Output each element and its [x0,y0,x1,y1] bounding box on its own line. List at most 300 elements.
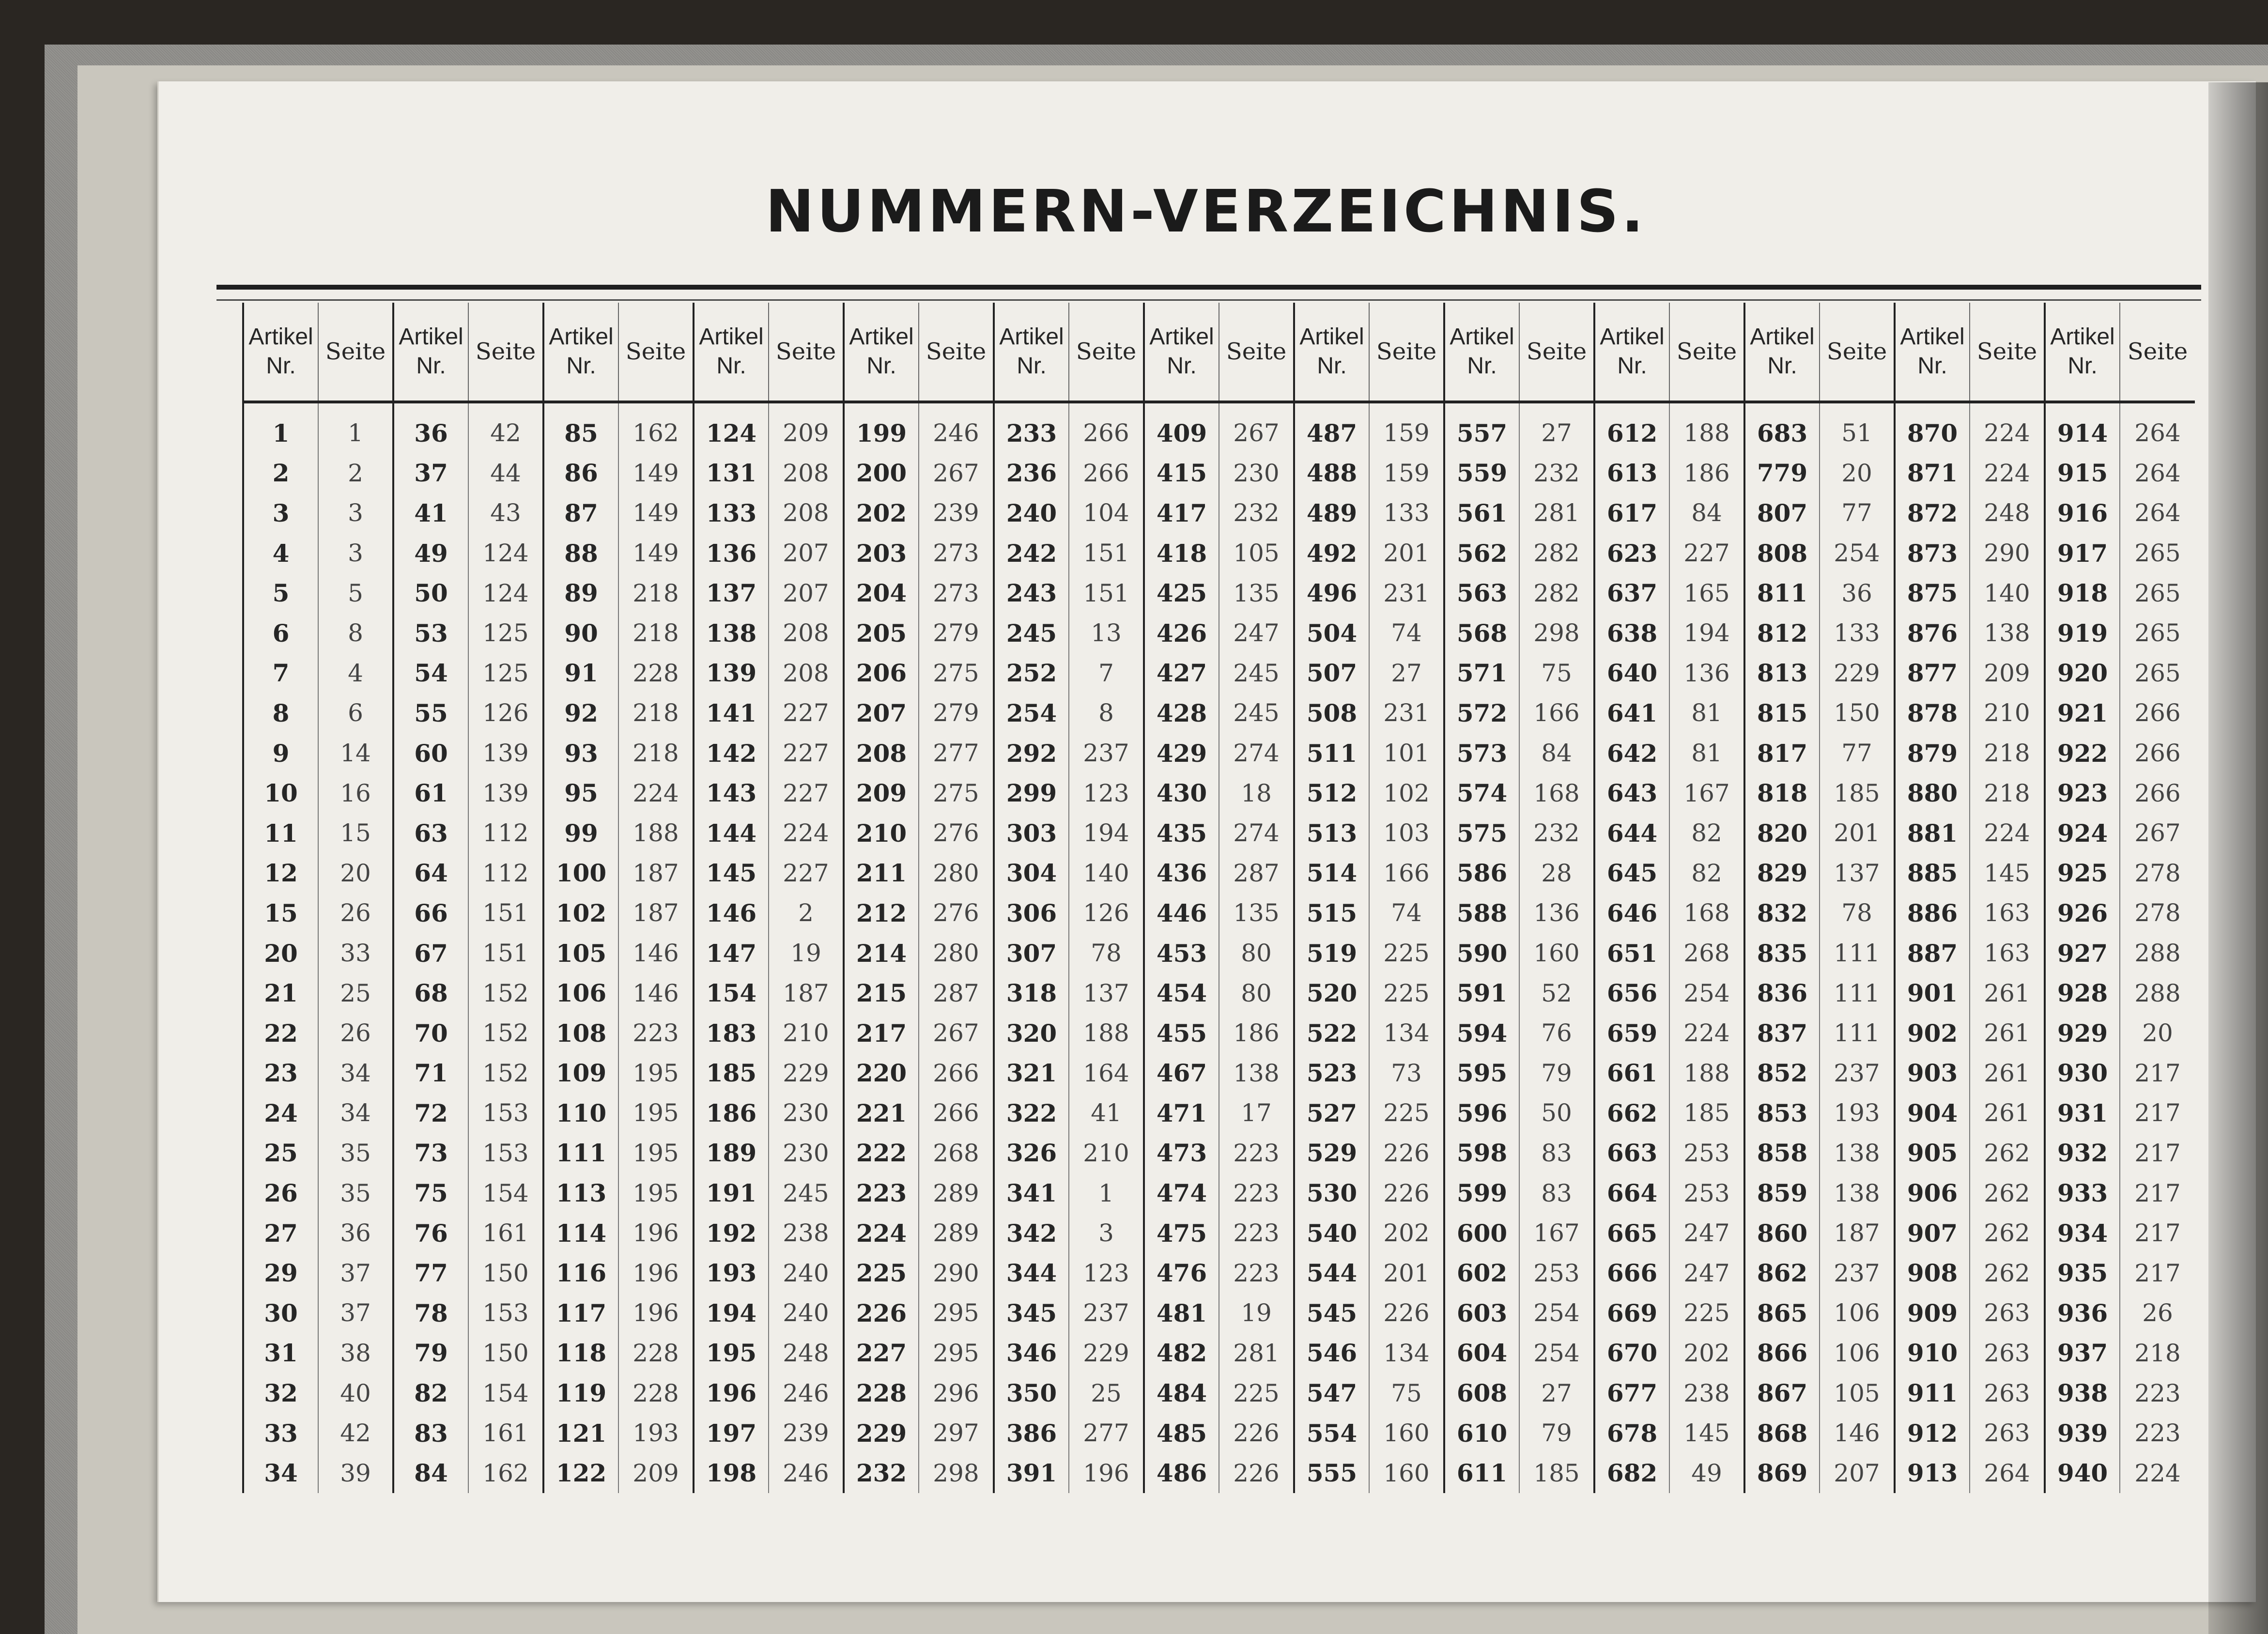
artikel-number-cell: 875 [1895,573,1970,613]
page-number-cell: 111 [1820,1013,1895,1053]
page-number-cell: 228 [618,1333,694,1373]
page-number-cell: 273 [919,573,994,613]
page-number-cell: 226 [1369,1293,1444,1333]
artikel-number-cell: 4 [243,533,318,573]
header-artikel-nr [844,303,919,402]
artikel-number-cell: 122 [543,1453,618,1493]
artikel-number-cell: 15 [243,893,318,933]
page-number-cell: 75 [1519,653,1594,694]
page-number-cell: 296 [919,1373,994,1413]
page-number-cell: 207 [769,533,844,573]
artikel-number-cell: 54 [393,653,468,694]
page-number-cell: 34 [318,1053,393,1094]
page-number-cell: 279 [919,613,994,653]
page-number-cell: 160 [1369,1453,1444,1493]
title-rule [216,285,2201,290]
page-number-cell: 80 [1219,933,1294,973]
artikel-number-cell: 530 [1294,1173,1369,1213]
artikel-number-cell: 869 [1744,1453,1820,1493]
page-number-cell: 193 [1820,1093,1895,1133]
page-number-cell: 238 [769,1213,844,1253]
artikel-number-cell: 346 [994,1333,1069,1373]
artikel-number-cell: 11 [243,813,318,853]
artikel-number-cell: 304 [994,853,1069,894]
artikel-number-cell: 918 [2045,573,2120,613]
artikel-number-cell: 214 [844,933,919,973]
artikel-number-cell: 87 [543,493,618,533]
artikel-number-cell: 523 [1294,1053,1369,1094]
page-number-cell: 276 [919,893,994,933]
page-number-cell: 226 [1219,1413,1294,1453]
artikel-number-cell: 467 [1144,1053,1219,1094]
artikel-number-cell: 921 [2045,693,2120,733]
table-row [243,653,2195,694]
page-number-cell: 83 [1519,1173,1594,1213]
artikel-number-cell: 837 [1744,1013,1820,1053]
artikel-number-cell: 817 [1744,733,1820,773]
header-artikel-nr [2045,303,2120,402]
artikel-number-cell: 105 [543,933,618,973]
artikel-number-cell: 862 [1744,1253,1820,1293]
index-table [242,303,2195,1493]
page-number-cell: 297 [919,1413,994,1453]
page-number-cell: 275 [919,773,994,813]
artikel-number-cell: 492 [1294,533,1369,573]
artikel-number-cell: 212 [844,893,919,933]
header-artikel-label: Artikel [849,324,914,350]
artikel-number-cell: 109 [543,1053,618,1094]
artikel-number-cell: 139 [694,653,769,694]
artikel-number-cell: 568 [1444,613,1519,653]
page-number-cell: 217 [2120,1093,2195,1133]
artikel-number-cell: 245 [994,613,1069,653]
artikel-number-cell: 71 [393,1053,468,1094]
page-number-cell: 111 [1820,973,1895,1013]
page-number-cell: 8 [318,613,393,653]
artikel-number-cell: 540 [1294,1213,1369,1253]
artikel-number-cell: 31 [243,1333,318,1373]
page-number-cell: 266 [1069,402,1144,453]
page-number-cell: 238 [1669,1373,1744,1413]
page-number-cell: 279 [919,693,994,733]
artikel-number-cell: 322 [994,1093,1069,1133]
artikel-number-cell: 32 [243,1373,318,1413]
page-number-cell: 298 [1519,613,1594,653]
page-number-cell: 263 [1970,1413,2045,1453]
artikel-number-cell: 318 [994,973,1069,1013]
artikel-number-cell: 99 [543,813,618,853]
header-nr-label: Nr. [266,353,296,379]
page-number-cell: 202 [1669,1333,1744,1373]
artikel-number-cell: 666 [1594,1253,1669,1293]
page-number-cell: 79 [1519,1053,1594,1094]
page-number-cell: 79 [1519,1413,1594,1453]
page-number-cell: 135 [1219,573,1294,613]
artikel-number-cell: 53 [393,613,468,653]
page-number-cell: 159 [1369,402,1444,453]
page-number-cell: 202 [1369,1213,1444,1253]
page-number-cell: 224 [1970,813,2045,853]
page-number-cell: 245 [1219,693,1294,733]
artikel-number-cell: 608 [1444,1373,1519,1413]
page-number-cell: 187 [769,973,844,1013]
artikel-number-cell: 868 [1744,1413,1820,1453]
page-number-cell: 139 [468,733,543,773]
header-seite: Seite [919,303,994,402]
artikel-number-cell: 78 [393,1293,468,1333]
page-number-cell: 26 [318,1013,393,1053]
table-row [243,1093,2195,1133]
page-number-cell: 226 [1369,1133,1444,1173]
page-number-cell: 232 [1519,453,1594,493]
page-number-cell: 209 [1970,653,2045,694]
artikel-number-cell: 254 [994,693,1069,733]
artikel-number-cell: 206 [844,653,919,694]
artikel-number-cell: 473 [1144,1133,1219,1173]
header-artikel-label: Artikel [1750,324,1815,350]
artikel-number-cell: 916 [2045,493,2120,533]
header-artikel-label: Artikel [699,324,764,350]
table-body [243,402,2195,1493]
header-artikel-label: Artikel [999,324,1064,350]
page-number-cell: 247 [1669,1253,1744,1293]
artikel-number-cell: 513 [1294,813,1369,853]
page-number-cell: 125 [468,613,543,653]
page-number-cell: 248 [1970,493,2045,533]
artikel-number-cell: 547 [1294,1373,1369,1413]
artikel-number-cell: 307 [994,933,1069,973]
page-number-cell: 105 [1820,1373,1895,1413]
page-number-cell: 246 [769,1453,844,1493]
page-number-cell: 280 [919,853,994,894]
page-number-cell: 274 [1219,813,1294,853]
page-number-cell: 210 [1970,693,2045,733]
artikel-number-cell: 7 [243,653,318,694]
page-number-cell: 106 [1820,1333,1895,1373]
page-number-cell: 207 [1820,1453,1895,1493]
page-number-cell: 226 [1219,1453,1294,1493]
artikel-number-cell: 484 [1144,1373,1219,1413]
page-number-cell: 237 [1820,1053,1895,1094]
artikel-number-cell: 141 [694,693,769,733]
artikel-number-cell: 121 [543,1413,618,1453]
artikel-number-cell: 586 [1444,853,1519,894]
page-number-cell: 268 [1669,933,1744,973]
page-number-cell: 6 [318,693,393,733]
artikel-number-cell: 143 [694,773,769,813]
artikel-number-cell: 232 [844,1453,919,1493]
page-number-cell: 229 [769,1053,844,1094]
artikel-number-cell: 417 [1144,493,1219,533]
artikel-number-cell: 100 [543,853,618,894]
page-number-cell: 228 [618,1373,694,1413]
book-spine-shadow [2208,82,2268,1634]
artikel-number-cell: 858 [1744,1133,1820,1173]
page-number-cell: 230 [1219,453,1294,493]
artikel-number-cell: 496 [1294,573,1369,613]
page-number-cell: 264 [2120,493,2195,533]
artikel-number-cell: 644 [1594,813,1669,853]
artikel-number-cell: 926 [2045,893,2120,933]
artikel-number-cell: 886 [1895,893,1970,933]
artikel-number-cell: 243 [994,573,1069,613]
page-number-cell: 188 [618,813,694,853]
page-number-cell: 136 [1519,893,1594,933]
page-number-cell: 254 [1519,1293,1594,1333]
table-row [243,613,2195,653]
table-row [243,853,2195,894]
page-number-cell: 207 [769,573,844,613]
page-number-cell: 282 [1519,533,1594,573]
header-seite: Seite [1369,303,1444,402]
page-number-cell: 163 [1970,933,2045,973]
page-number-cell: 186 [1219,1013,1294,1053]
artikel-number-cell: 66 [393,893,468,933]
artikel-number-cell: 113 [543,1173,618,1213]
page-number-cell: 218 [1970,733,2045,773]
page-number-cell: 281 [1519,493,1594,533]
page-number-cell: 133 [1820,613,1895,653]
artikel-number-cell: 682 [1594,1453,1669,1493]
header-nr-label: Nr. [1167,353,1197,379]
page-number-cell: 124 [468,573,543,613]
page-number-cell: 112 [468,853,543,894]
page-number-cell: 224 [1970,402,2045,453]
artikel-number-cell: 75 [393,1173,468,1213]
artikel-number-cell: 145 [694,853,769,894]
artikel-number-cell: 22 [243,1013,318,1053]
artikel-number-cell: 906 [1895,1173,1970,1213]
page-number-cell: 42 [468,402,543,453]
artikel-number-cell: 63 [393,813,468,853]
page-number-cell: 232 [1519,813,1594,853]
page-number-cell: 195 [618,1053,694,1094]
artikel-number-cell: 656 [1594,973,1669,1013]
page-number-cell: 201 [1820,813,1895,853]
page-number-cell: 196 [618,1293,694,1333]
artikel-number-cell: 610 [1444,1413,1519,1453]
page-number-cell: 278 [2120,853,2195,894]
page-number-cell: 239 [919,493,994,533]
artikel-number-cell: 923 [2045,773,2120,813]
artikel-number-cell: 133 [694,493,769,533]
artikel-number-cell: 211 [844,853,919,894]
page-number-cell: 282 [1519,573,1594,613]
artikel-number-cell: 562 [1444,533,1519,573]
table-row [243,1293,2195,1333]
page-number-cell: 261 [1970,1013,2045,1053]
artikel-number-cell: 30 [243,1293,318,1333]
page-number-cell: 81 [1669,733,1744,773]
artikel-number-cell: 102 [543,893,618,933]
artikel-number-cell: 911 [1895,1373,1970,1413]
page-number-cell: 146 [618,933,694,973]
page-number-cell: 82 [1669,813,1744,853]
artikel-number-cell: 222 [844,1133,919,1173]
artikel-number-cell: 138 [694,613,769,653]
page-number-cell: 226 [1369,1173,1444,1213]
header-artikel-label: Artikel [549,324,614,350]
artikel-number-cell: 111 [543,1133,618,1173]
page-number-cell: 227 [769,853,844,894]
table-row [243,1453,2195,1493]
artikel-number-cell: 514 [1294,853,1369,894]
page-number-cell: 231 [1369,573,1444,613]
artikel-number-cell: 902 [1895,1013,1970,1053]
artikel-number-cell: 194 [694,1293,769,1333]
artikel-number-cell: 641 [1594,693,1669,733]
page-number-cell: 229 [1820,653,1895,694]
artikel-number-cell: 613 [1594,453,1669,493]
artikel-number-cell: 931 [2045,1093,2120,1133]
artikel-number-cell: 386 [994,1413,1069,1453]
artikel-number-cell: 208 [844,733,919,773]
artikel-number-cell: 193 [694,1253,769,1293]
artikel-number-cell: 198 [694,1453,769,1493]
artikel-number-cell: 914 [2045,402,2120,453]
page-number-cell: 154 [468,1373,543,1413]
header-seite: Seite [1970,303,2045,402]
page-number-cell: 1 [1069,1173,1144,1213]
page-number-cell: 164 [1069,1053,1144,1094]
artikel-number-cell: 147 [694,933,769,973]
artikel-number-cell: 643 [1594,773,1669,813]
page-number-cell: 77 [1820,733,1895,773]
header-nr-label: Nr. [866,353,896,379]
page-number-cell: 231 [1369,693,1444,733]
artikel-number-cell: 70 [393,1013,468,1053]
page-number-cell: 225 [1219,1373,1294,1413]
artikel-number-cell: 815 [1744,693,1820,733]
artikel-number-cell: 574 [1444,773,1519,813]
page-number-cell: 16 [318,773,393,813]
artikel-number-cell: 26 [243,1173,318,1213]
page-number-cell: 266 [919,1053,994,1094]
artikel-number-cell: 933 [2045,1173,2120,1213]
page-number-cell: 27 [1519,1373,1594,1413]
artikel-number-cell: 92 [543,693,618,733]
artikel-number-cell: 591 [1444,973,1519,1013]
artikel-number-cell: 345 [994,1293,1069,1333]
title-rule-thin [216,299,2201,301]
page-number-cell: 228 [618,653,694,694]
artikel-number-cell: 299 [994,773,1069,813]
page-number-cell: 263 [1970,1293,2045,1333]
artikel-number-cell: 677 [1594,1373,1669,1413]
artikel-number-cell: 878 [1895,693,1970,733]
artikel-number-cell: 82 [393,1373,468,1413]
page-number-cell: 298 [919,1453,994,1493]
artikel-number-cell: 192 [694,1213,769,1253]
header-artikel-nr [243,303,318,402]
page-number-cell: 150 [468,1253,543,1293]
page-number-cell: 195 [618,1133,694,1173]
page-number-cell: 25 [1069,1373,1144,1413]
page-number-cell: 262 [1970,1213,2045,1253]
artikel-number-cell: 108 [543,1013,618,1053]
page-number-cell: 265 [2120,533,2195,573]
artikel-number-cell: 603 [1444,1293,1519,1333]
artikel-number-cell: 12 [243,853,318,894]
artikel-number-cell: 487 [1294,402,1369,453]
page-number-cell: 28 [1519,853,1594,894]
artikel-number-cell: 20 [243,933,318,973]
artikel-number-cell: 207 [844,693,919,733]
artikel-number-cell: 820 [1744,813,1820,853]
table-row [243,402,2195,453]
page-number-cell: 289 [919,1213,994,1253]
artikel-number-cell: 575 [1444,813,1519,853]
page-number-cell: 273 [919,533,994,573]
page-number-cell: 168 [1669,893,1744,933]
artikel-number-cell: 617 [1594,493,1669,533]
artikel-number-cell: 779 [1744,453,1820,493]
artikel-number-cell: 559 [1444,453,1519,493]
artikel-number-cell: 197 [694,1413,769,1453]
artikel-number-cell: 228 [844,1373,919,1413]
page-number-cell: 160 [1369,1413,1444,1453]
artikel-number-cell: 229 [844,1413,919,1453]
artikel-number-cell: 938 [2045,1373,2120,1413]
page-number-cell: 225 [1369,933,1444,973]
artikel-number-cell: 475 [1144,1213,1219,1253]
artikel-number-cell: 41 [393,493,468,533]
page-number-cell: 151 [468,933,543,973]
page-number-cell: 274 [1219,733,1294,773]
header-seite: Seite [318,303,393,402]
artikel-number-cell: 873 [1895,533,1970,573]
artikel-number-cell: 829 [1744,853,1820,894]
page-number-cell: 49 [1669,1453,1744,1493]
page-number-cell: 159 [1369,453,1444,493]
artikel-number-cell: 37 [393,453,468,493]
artikel-number-cell: 808 [1744,533,1820,573]
artikel-number-cell: 612 [1594,402,1669,453]
page-number-cell: 124 [468,533,543,573]
artikel-number-cell: 937 [2045,1333,2120,1373]
page-number-cell: 167 [1519,1213,1594,1253]
artikel-number-cell: 154 [694,973,769,1013]
artikel-number-cell: 3 [243,493,318,533]
artikel-number-cell: 425 [1144,573,1219,613]
header-seite: Seite [1820,303,1895,402]
page-number-cell: 166 [1519,693,1594,733]
page-number-cell: 33 [318,933,393,973]
page-number-cell: 195 [618,1173,694,1213]
artikel-number-cell: 885 [1895,853,1970,894]
page-number-cell: 287 [919,973,994,1013]
artikel-number-cell: 867 [1744,1373,1820,1413]
artikel-number-cell: 436 [1144,853,1219,894]
artikel-number-cell: 76 [393,1213,468,1253]
page-number-cell: 218 [2120,1333,2195,1373]
page-number-cell: 246 [769,1373,844,1413]
artikel-number-cell: 418 [1144,533,1219,573]
page-number-cell: 52 [1519,973,1594,1013]
artikel-number-cell: 887 [1895,933,1970,973]
artikel-number-cell: 25 [243,1133,318,1173]
artikel-number-cell: 67 [393,933,468,973]
page-number-cell: 18 [1219,773,1294,813]
page-number-cell: 154 [468,1173,543,1213]
artikel-number-cell: 598 [1444,1133,1519,1173]
artikel-number-cell: 909 [1895,1293,1970,1333]
page-number-cell: 245 [769,1173,844,1213]
artikel-number-cell: 210 [844,813,919,853]
page-number-cell: 26 [318,893,393,933]
page-number-cell: 83 [1519,1133,1594,1173]
page-number-cell: 217 [2120,1253,2195,1293]
